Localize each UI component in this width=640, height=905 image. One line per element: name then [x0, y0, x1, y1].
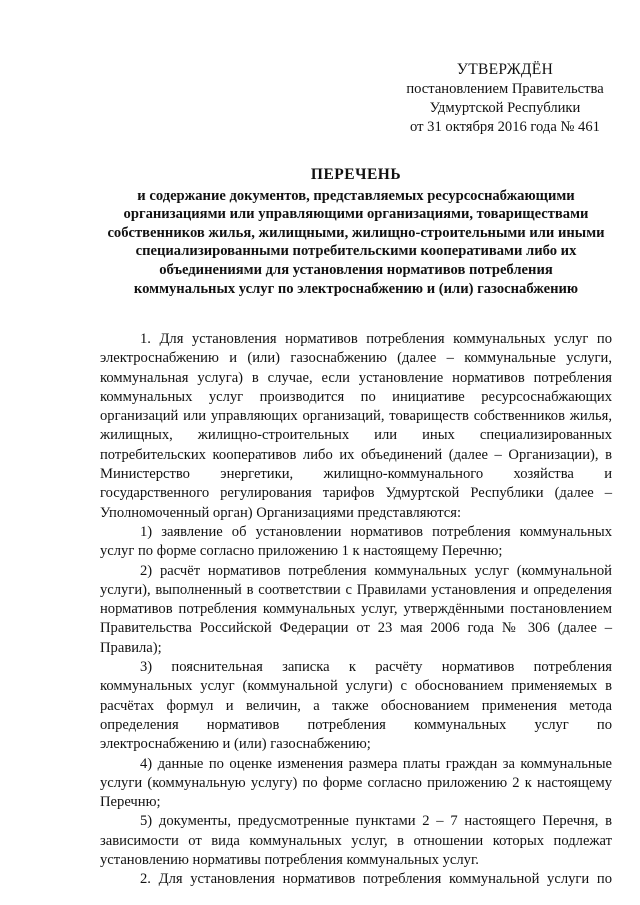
title-line: собственников жилья, жилищными, жилищно-строительными или иными — [107, 224, 605, 241]
approval-line-1: постановлением Правительства — [406, 81, 604, 97]
title-line: коммунальных услуг по электроснабжению и (или) газоснабжению — [133, 280, 579, 297]
paragraph-1-item-5: 5) документы, предусмотренные пунктами 2 – 7 настоящего Перечня, в зависимости от вида коммунальных услуг, в отношении которых подлежат установлению нормативы потребления коммунальных услуг. — [100, 813, 612, 869]
document-title — [100, 166, 612, 298]
paragraph-1-item-1: 1) заявление об установлении нормативов потребления коммунальных услуг по форме согласно приложению 1 к настоящему Перечню; — [100, 523, 612, 560]
approval-line-2: Удмуртской Республики — [429, 100, 581, 116]
paragraph-1-item-2: 2) расчёт нормативов потребления коммунальных услуг (коммунальной услуги), выполненный в соответствии с Правилами установления и определения нормативов потребления коммунальных услуг, утверждёнными постановлением Правительства Российской Федерации от 23 мая 2006 года № 306 (далее – Правила); — [100, 562, 612, 656]
title-line: объединениями для установления нормативов потребления — [159, 261, 553, 278]
approval-heading: УТВЕРЖДЁН — [456, 61, 554, 78]
title-line: специализированными потребительскими кооперативами либо их — [135, 243, 577, 260]
paragraph-1-item-4: 4) данные по оценке изменения размера платы граждан за коммунальные услуги (коммунальную услугу) по форме согласно приложению 2 к настоящему Перечню; — [100, 755, 612, 811]
approval-stamp — [400, 60, 610, 137]
title-line: и содержание документов, представляемых ресурсоснабжающими — [137, 187, 575, 204]
title-main: ПЕРЕЧЕНЬ — [310, 166, 402, 183]
paragraph-1-item-3: 3) пояснительная записка к расчёту нормативов потребления коммунальных услуг (коммунальной услуги) с обоснованием применяемых в расчётах формул и величин, а также обоснованием применения метода определения нормативов потребления коммунальных услуг по электроснабжению и (или) газоснабжению; — [100, 659, 612, 753]
document-body — [100, 330, 612, 889]
approval-line-3: от 31 октября 2016 года № 461 — [410, 119, 600, 135]
paragraph-2: 2. Для установления нормативов потребления коммунальной услуги по — [140, 871, 612, 888]
title-line: организациями или управляющими организациями, товариществами — [123, 206, 589, 223]
paragraph-1: 1. Для установления нормативов потребления коммунальных услуг по электроснабжению и (или) газоснабжению (далее – коммунальные услуги, коммунальная услуга) в случае, если установление нормативов потребления коммунальных услуг производится по инициативе ресурсоснабжающих организаций или управляющих организаций, товариществ собственников жилья, жилищных, жилищно-строительных или иных специализированных потребительских кооперативов либо их объединений (далее – Организации), в Министерство энергетики, жилищно-коммунального хозяйства и государственного регулирования тарифов Удмуртской Республики (далее – Уполномоченный орган) Организациями представляются: — [100, 331, 612, 521]
